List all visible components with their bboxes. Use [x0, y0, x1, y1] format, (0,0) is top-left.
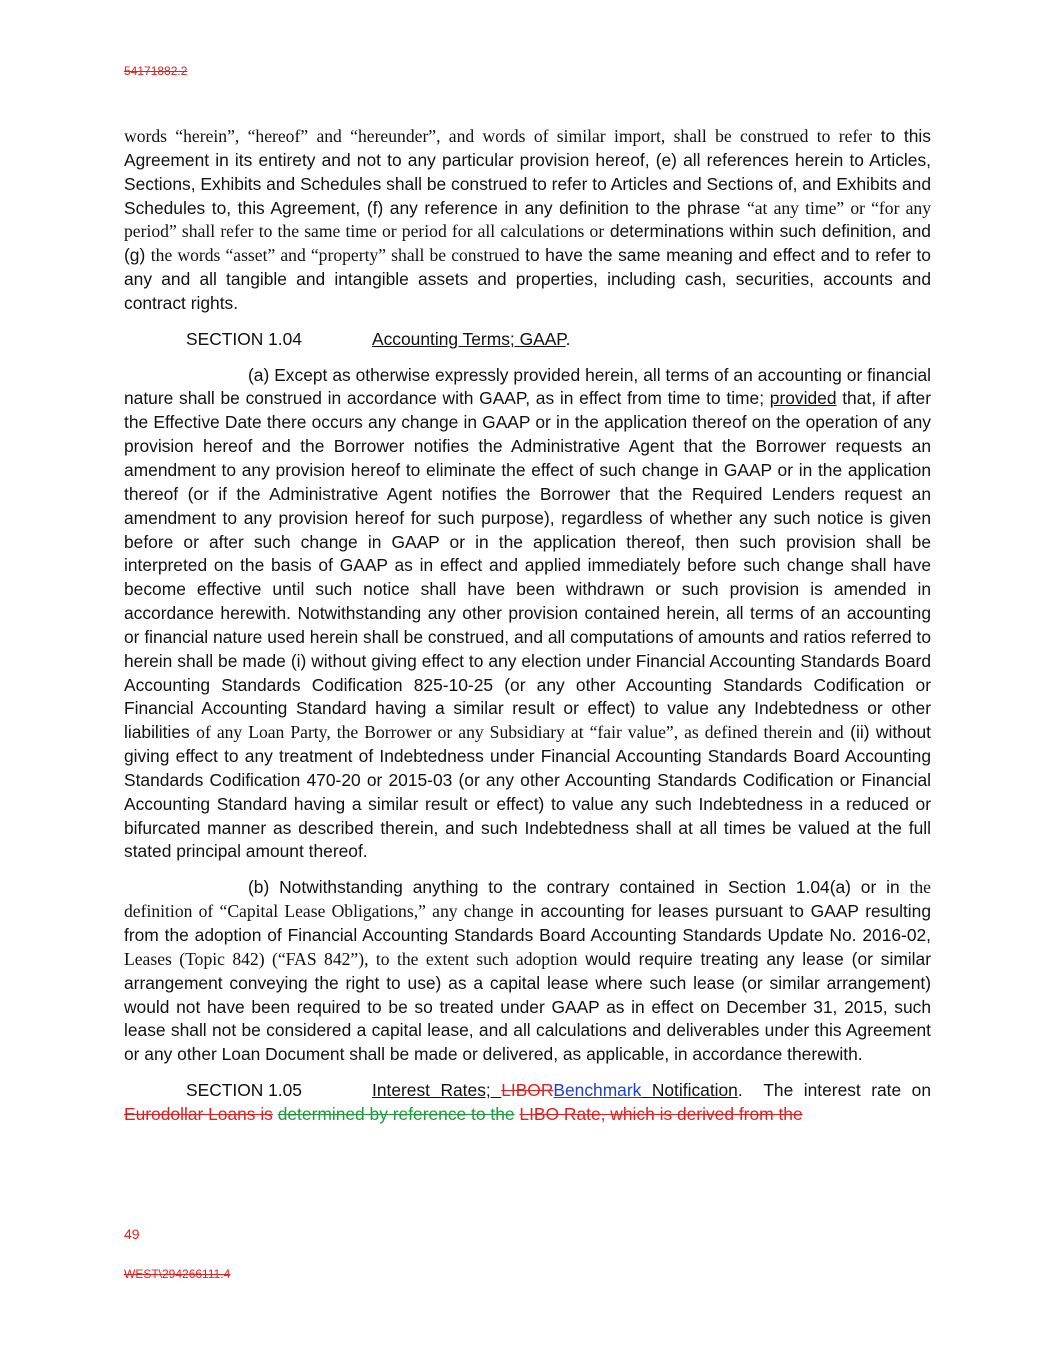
document-body	[124, 125, 931, 1127]
inserted-text: Benchmark	[553, 1080, 642, 1101]
paragraph-b: (b) Notwithstanding anything to the contrary contained in Section 1.04(a) or in the definition of “Capital Lease Obligations,” any change in accounting for leases pursuant to GAAP resulting from the adoption of Financial Accounting Standards Board Accounting Standards Update No. 2016-02, Leases (Topic 842) (“FAS 842”), to the extent such adoption would require treating any lease (or similar arrangement conveying the right to use) as a capital lease where such lease (or similar arrangement) would not have been required to be so treated under GAAP as in effect on December 31, 2015, such lease shall not be considered a capital lease, and all calculations and deliverables under this Agreement or any other Loan Document shall be made or delivered, as applicable, in accordance therewith.	[124, 877, 931, 1065]
section-1-05-heading: SECTION 1.05 Interest Rates; LIBORBenchmark Notification. The interest rate on Eurodollar Loans is determined by reference to the LIBO Rate, which is derived from the	[124, 1080, 931, 1124]
section-number: SECTION 1.05	[186, 1080, 302, 1101]
provided-term: provided	[769, 388, 837, 409]
section-title-part: Notification	[651, 1080, 738, 1101]
section-title-part: Interest Rates;	[372, 1080, 491, 1101]
moved-text: determined by reference to the	[277, 1103, 515, 1124]
page-number: 49	[124, 1226, 140, 1242]
deleted-text: LIBOR	[501, 1080, 554, 1101]
header-document-id: 54171882.2	[124, 64, 188, 78]
deleted-text: Eurodollar Loans is	[124, 1103, 273, 1124]
deleted-text: LIBO Rate, which is derived from the	[519, 1103, 803, 1124]
paragraph-a: (a) Except as otherwise expressly provided herein, all terms of an accounting or financial nature shall be construed in accordance with GAAP, as in effect from time to time; provided that, if after the Effective Date there occurs any change in GAAP or in the application thereof on the operation of any provision hereof and the Borrower notifies the Administrative Agent that the Borrower requests an amendment to any provision hereof to eliminate the effect of such change in GAAP or in the application thereof (or if the Administrative Agent notifies the Borrower that the Required Lenders request an amendment to any provision hereof for such purpose), regardless of whether any such notice is given before or after such change in GAAP or in the application thereof, then such provision shall be interpreted on the basis of GAAP as in effect and applied immediately before such change shall have become effective until such notice shall have been withdrawn or such provision is amended in accordance herewith. Notwithstanding any other provision contained herein, all terms of an accounting or financial nature used herein shall be construed, and all computations of amounts and ratios referred to herein shall be made (i) without giving effect to any election under Financial Accounting Standards Board Accounting Standards Codification 825-10-25 (or any other Accounting Standards Codification or Financial Accounting Standard having a similar result or effect) to value any Indebtedness or other liabilities of any Loan Party, the Borrower or any Subsidiary at “fair value”, as defined therein and (ii) without giving effect to any treatment of Indebtedness under Financial Accounting Standards Board Accounting Standards Codification 470-20 or 2015-03 (or any other Accounting Standards Codification or Financial Accounting Standard having a similar result or effect) to value any such Indebtedness in a reduced or bifurcated manner as described therein, and such Indebtedness shall at all times be valued at the full stated principal amount thereof.	[124, 364, 932, 862]
section-number: SECTION 1.04	[186, 328, 302, 349]
section-title: Accounting Terms; GAAP	[372, 328, 566, 349]
footer-document-id: WEST\294266111.4	[124, 1267, 231, 1281]
section-1-04-heading: SECTION 1.04 Accounting Terms; GAAP.	[124, 328, 931, 352]
continuation-paragraph: words “herein”, “hereof” and “hereunder”, and words of similar import, shall be construed to refer to this Agreement in its entirety and not to any particular provision hereof, (e) all references herein to Articles, Sections, Exhibits and Schedules shall be construed to refer to Articles and Sections of, and Exhibits and Schedules to, this Agreement, (f) any reference in any definition to the phrase “at any time” or “for any period” shall refer to the same time or period for all calculations or determinations within such definition, and (g) the words “asset” and “property” shall be construed to have the same meaning and effect and to refer to any and all tangible and intangible assets and properties, including cash, securities, accounts and contract rights.	[124, 126, 931, 313]
